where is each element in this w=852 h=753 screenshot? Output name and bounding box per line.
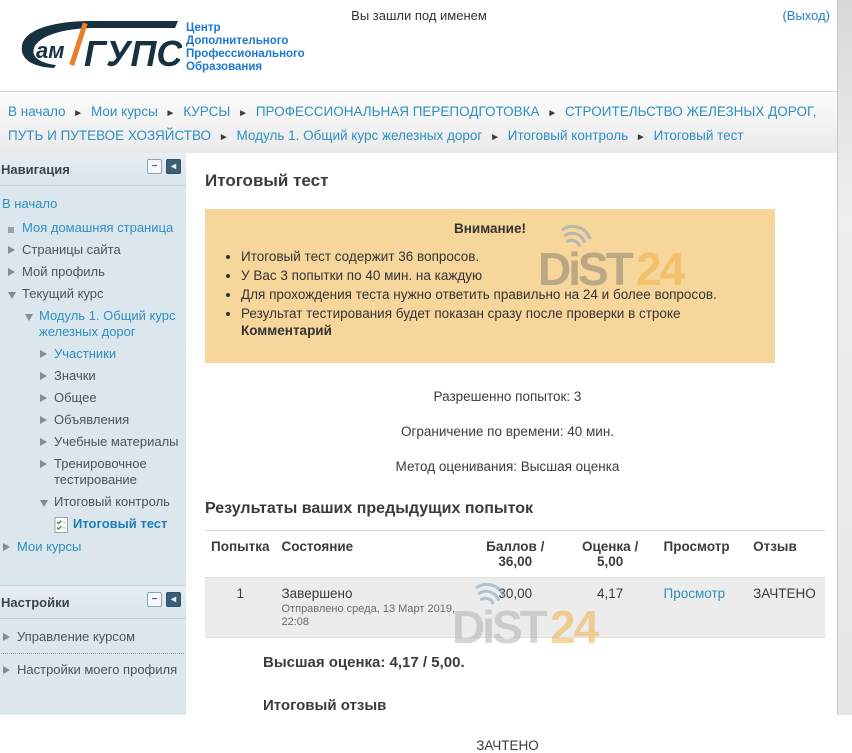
breadcrumb-link-final-control[interactable]: Итоговый контроль <box>507 128 629 143</box>
sidebar-item-site-pages[interactable]: Страницы сайта <box>1 242 184 258</box>
arrow-right-icon <box>40 350 54 358</box>
arrow-down-icon <box>40 498 54 507</box>
collapse-block-icon[interactable]: − <box>147 592 162 607</box>
samgups-logo[interactable] <box>12 14 182 74</box>
col-attempt: Попытка <box>205 531 276 578</box>
arrow-right-icon <box>40 460 54 468</box>
final-feedback-heading: Итоговый отзыв <box>263 697 387 714</box>
navigation-tree <box>0 186 186 567</box>
main-content <box>186 153 838 753</box>
table-row <box>205 578 825 638</box>
sidebar-item-current-course[interactable]: Текущий курс <box>1 286 184 302</box>
dock-block-icon[interactable]: ◂ <box>166 159 181 174</box>
sidebar-item-module1[interactable]: Модуль 1. Общий курс железных дорог <box>1 308 184 340</box>
col-feedback: Отзыв <box>747 531 825 578</box>
sidebar-item-badges[interactable]: Значки <box>1 368 184 384</box>
sidebar-item-study-materials[interactable]: Учебные материалы <box>1 434 184 450</box>
notice-bold-word: Комментарий <box>241 323 332 338</box>
breadcrumb-separator-icon: ► <box>490 132 500 143</box>
arrow-right-icon <box>3 666 17 674</box>
notice-bullet: • У Вас 3 попытки по 40 мин. на каждую <box>241 267 763 284</box>
breadcrumb-separator-icon: ► <box>547 108 558 119</box>
watermark-suffix: 24 <box>550 601 598 649</box>
arrow-down-icon <box>25 312 39 321</box>
time-limit-line: Ограничение по времени: 40 мин. <box>400 424 615 439</box>
quiz-icon <box>54 517 73 533</box>
navigation-block-header <box>0 153 186 186</box>
sidebar-item-participants[interactable]: Участники <box>1 346 184 362</box>
attempts-allowed-line: Разрешенно попыток: 3 <box>433 389 582 404</box>
col-grade: Оценка / 5,00 <box>563 531 658 578</box>
org-line: Центр <box>186 22 221 34</box>
page-gutter <box>837 0 852 715</box>
watermark-suffix: 24 <box>636 243 684 291</box>
dock-block-icon[interactable]: ◂ <box>166 592 181 607</box>
arrow-right-icon <box>40 394 54 402</box>
sidebar-item-my-profile[interactable]: Мой профиль <box>1 264 184 280</box>
settings-block-header <box>0 585 186 619</box>
notice-bullet-list <box>217 248 763 339</box>
breadcrumb-separator-icon: ► <box>73 108 84 119</box>
breadcrumb-link-courses[interactable]: КУРСЫ <box>183 104 231 119</box>
notice-bullet: • Для прохождения теста нужно ответить правильно на 24 и более вопросов. <box>241 286 763 303</box>
attempt-state: Завершено <box>281 586 353 601</box>
sidebar-item-home[interactable]: В начало <box>2 196 58 211</box>
breadcrumb-separator-icon: ► <box>218 132 229 143</box>
attempt-submitted: Отправлено среда, 13 Март 2019, 22:08 <box>281 603 456 628</box>
breadcrumb-link-my-courses[interactable]: Мои курсы <box>90 104 158 119</box>
final-feedback-value: ЗАЧТЕНО <box>476 738 539 753</box>
settings-block-title: Настройки <box>1 595 70 610</box>
arrow-down-icon <box>8 290 22 299</box>
page-title: Итоговый тест <box>205 171 329 190</box>
arrow-right-icon <box>40 416 54 424</box>
breadcrumb-separator-icon: ► <box>635 132 646 143</box>
breadcrumb-link-module1[interactable]: Модуль 1. Общий курс железных дорог <box>236 128 483 143</box>
col-review: Просмотр <box>658 531 748 578</box>
breadcrumb-link-railways-course[interactable]: СТРОИТЕЛЬСТВО ЖЕЛЕЗНЫХ ДОРОГ, ПУТЬ И ПУТЕВОЕ ХОЗЯЙСТВО <box>8 104 817 143</box>
arrow-right-icon <box>8 246 22 254</box>
sidebar-item-course-administration[interactable]: Управление курсом <box>1 629 184 654</box>
logo-text-large: ГУПС <box>84 33 182 74</box>
review-link[interactable]: Просмотр <box>663 586 726 601</box>
top-header <box>0 0 838 91</box>
arrow-right-icon <box>3 543 17 551</box>
watermark-brand: DiST <box>538 243 631 291</box>
square-bullet-icon <box>8 224 22 233</box>
attempt-number: 1 <box>205 578 276 638</box>
org-line: Дополнительного <box>186 35 289 47</box>
org-line: Профессионального <box>186 48 305 60</box>
grading-method-line: Метод оценивания: Высшая оценка <box>395 459 620 474</box>
breadcrumb <box>0 91 838 158</box>
attempt-grade: 4,17 <box>563 578 658 638</box>
arrow-right-icon <box>40 372 54 380</box>
best-grade-line: Высшая оценка: 4,17 / 5,00. <box>263 654 465 671</box>
breadcrumb-link-retraining[interactable]: ПРОФЕССИОНАЛЬНАЯ ПЕРЕПОДГОТОВКА <box>255 104 540 119</box>
arrow-right-icon <box>40 438 54 446</box>
breadcrumb-link-final-test[interactable]: Итоговый тест <box>653 128 744 143</box>
sidebar-item-general[interactable]: Общее <box>1 390 184 406</box>
attention-notice <box>205 209 775 363</box>
login-status: Вы зашли под именем <box>351 8 487 23</box>
breadcrumb-separator-icon: ► <box>165 108 176 119</box>
attempt-points: 30,00 <box>468 578 563 638</box>
notice-bullet: • Результат тестирования будет показан сразу после проверки в строке Комментарий <box>241 305 763 339</box>
attempts-table <box>205 530 825 638</box>
sidebar-item-my-courses[interactable]: Мои курсы <box>1 539 184 555</box>
arrow-right-icon <box>8 268 22 276</box>
breadcrumb-link-home[interactable]: В начало <box>8 104 66 119</box>
notice-title: Внимание! <box>454 221 526 236</box>
arrow-right-icon <box>3 633 17 641</box>
navigation-block-title: Навигация <box>1 162 70 177</box>
settings-tree <box>0 619 186 700</box>
sidebar-item-my-home[interactable]: Моя домашняя страница <box>1 220 184 236</box>
col-points: Баллов / 36,00 <box>468 531 563 578</box>
breadcrumb-separator-icon: ► <box>238 108 249 119</box>
sidebar-item-training-testing[interactable]: Тренировочное тестирование <box>1 456 184 488</box>
sidebar <box>0 153 186 715</box>
org-line: Образования <box>186 61 263 73</box>
sidebar-item-final-control[interactable]: Итоговый контроль <box>1 494 184 510</box>
logo-text-small: ам <box>36 38 65 63</box>
watermark-brand: DiST <box>452 601 545 649</box>
samgups-logo-graphic <box>12 14 182 74</box>
sidebar-item-final-test[interactable]: Итоговый тест <box>1 516 184 533</box>
attempt-state-cell <box>276 578 468 638</box>
org-name <box>186 22 305 74</box>
collapse-block-icon[interactable]: − <box>147 159 162 174</box>
notice-bullet: • Итоговый тест содержит 36 вопросов. <box>241 248 763 265</box>
logout-link[interactable]: (Выход) <box>782 8 830 23</box>
attempt-feedback: ЗАЧТЕНО <box>747 578 825 638</box>
sidebar-item-announcements[interactable]: Объявления <box>1 412 184 428</box>
review-cell <box>658 578 748 638</box>
sidebar-item-profile-settings[interactable]: Настройки моего профиля <box>1 662 184 686</box>
results-heading: Результаты ваших предыдущих попыток <box>205 500 533 517</box>
table-header-row <box>205 531 825 578</box>
col-state: Состояние <box>276 531 468 578</box>
